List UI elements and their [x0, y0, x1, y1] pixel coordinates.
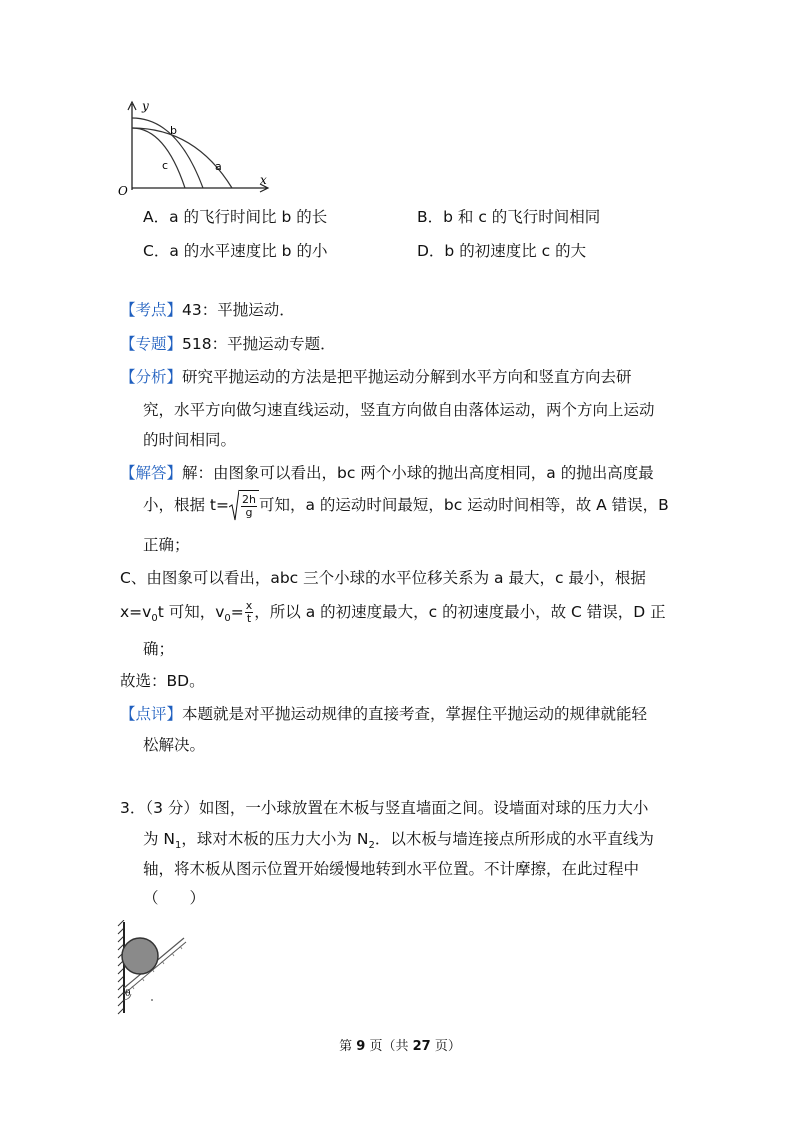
- velocity-fraction: [245, 600, 254, 625]
- sqrt-denominator: g: [245, 506, 253, 519]
- c-line-2-sub1: 0: [151, 613, 158, 625]
- kaodian-line: [120, 299, 295, 321]
- guxuan-line: 故选：BD。: [120, 672, 205, 690]
- origin-label: O: [118, 184, 128, 198]
- q3-line-3: 轴，将木板从图示位置开始缓慢地转到水平位置。不计摩擦，在此过程中: [143, 860, 640, 878]
- sqrt-fraction: [241, 494, 257, 519]
- projectile-graph: [115, 98, 275, 198]
- c-line-2-a: x=v: [120, 603, 152, 621]
- option-d: D．b 的初速度比 c 的大: [417, 242, 587, 260]
- q3-line-2-c: ．以木板与墙连接点所形成的水平直线为: [374, 830, 654, 848]
- zhuanti-line: [120, 333, 336, 355]
- option-a: A．a 的飞行时间比 b 的长: [143, 208, 328, 226]
- footer-mid: 页（共: [369, 1039, 409, 1054]
- q3-line-2-sub1: 1: [175, 840, 182, 852]
- fenxi-line-3: 的时间相同。: [143, 431, 237, 449]
- jieda-line-1: [120, 462, 654, 484]
- footer-page-number: 9: [356, 1039, 366, 1054]
- theta-label: θ: [125, 989, 131, 999]
- footer-pre: 第: [339, 1039, 353, 1054]
- option-c: C．a 的水平速度比 b 的小: [143, 242, 328, 260]
- jieda-line-2: [143, 490, 669, 521]
- kaodian-text: 43：平抛运动．: [182, 301, 295, 319]
- footer-post: 页）: [434, 1039, 461, 1054]
- q3-line-2-a: 为 N: [143, 830, 176, 848]
- c-line-1: C、由图象可以看出，abc 三个小球的水平位移关系为 a 最大，c 最小，根据: [120, 569, 646, 587]
- ball: [122, 938, 158, 974]
- q3-line-4: （ ）: [143, 889, 206, 907]
- kaodian-tag: 【考点】: [120, 301, 183, 319]
- jieda-line-3: 正确；: [143, 536, 190, 554]
- dianping-line-2: 松解决。: [143, 736, 206, 754]
- footer-total-pages: 27: [412, 1039, 431, 1054]
- c-line-2: [120, 597, 666, 627]
- curve-a-label: a: [215, 160, 222, 173]
- c-line-3: 确；: [143, 640, 175, 658]
- zhuanti-text: 518：平抛运动专题．: [182, 335, 336, 353]
- c-line-2-post: ，所以 a 的初速度最大，c 的初速度最小，故 C 错误，D 正: [254, 603, 666, 621]
- ball-wall-board-figure: [112, 920, 202, 1015]
- velocity-numerator: x: [245, 599, 253, 612]
- page-footer: [0, 1035, 800, 1054]
- q3-line-2: [143, 828, 654, 850]
- zhuanti-tag: 【专题】: [120, 335, 183, 353]
- jieda-tag: 【解答】: [120, 464, 183, 482]
- sqrt-numerator: 2h: [242, 493, 256, 506]
- q3-line-2-b: ，球对木板的压力大小为 N: [181, 830, 369, 848]
- jieda-text-2-pre: 小，根据 t=: [143, 496, 229, 514]
- curve-b-label: b: [170, 124, 177, 137]
- curve-c-label: c: [162, 159, 169, 172]
- c-line-2-eq: =: [230, 603, 244, 621]
- dianping-text-1: 本题就是对平抛运动规律的直接考查，掌握住平抛运动的规律就能轻: [182, 705, 648, 723]
- fenxi-text-1: 研究平抛运动的方法是把平抛运动分解到水平方向和竖直方向去研: [182, 368, 632, 386]
- q3-line-2-sub2: 2: [368, 840, 375, 852]
- axis-dot: [151, 999, 153, 1001]
- fenxi-tag: 【分析】: [120, 368, 183, 386]
- c-line-2-sub2: 0: [224, 613, 231, 625]
- dianping-tag: 【点评】: [120, 705, 183, 723]
- jieda-text-2-post: 可知，a 的运动时间最短，bc 运动时间相等，故 A 错误，B: [258, 496, 669, 514]
- jieda-text-1: 解：由图象可以看出，bc 两个小球的抛出高度相同，a 的抛出高度最: [182, 464, 654, 482]
- sqrt-formula: [229, 490, 259, 521]
- velocity-denominator: t: [246, 612, 252, 625]
- c-line-2-b: t 可知，v: [157, 603, 225, 621]
- x-axis-label: x: [260, 173, 267, 187]
- option-b: B．b 和 c 的飞行时间相同: [417, 208, 601, 226]
- dianping-line-1: [120, 703, 647, 725]
- q3-line-1: 3．（3 分）如图，一小球放置在木板与竖直墙面之间。设墙面对球的压力大小: [120, 799, 649, 817]
- fenxi-line-1: [120, 366, 632, 388]
- y-axis-label: y: [142, 99, 149, 113]
- fenxi-line-2: 究，水平方向做匀速直线运动，竖直方向做自由落体运动，两个方向上运动: [143, 401, 655, 419]
